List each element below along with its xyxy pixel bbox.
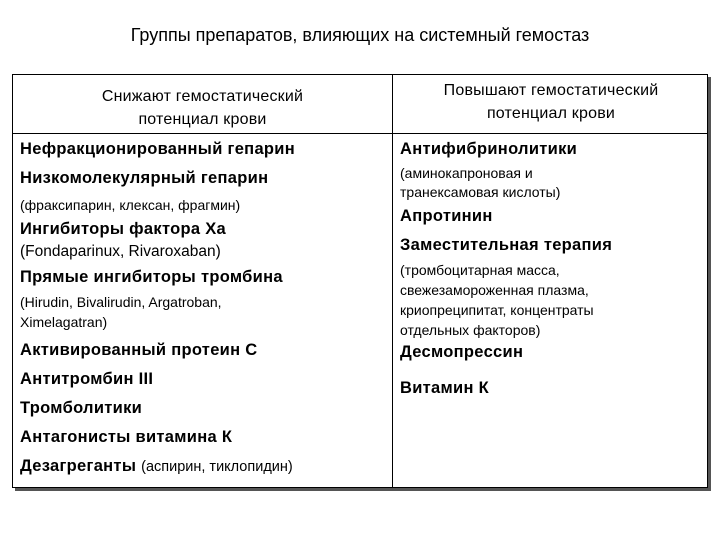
replacement-examples-line-1: (тромбоцитарная масса, bbox=[400, 262, 560, 278]
replacement-examples-line-2: свежезамороженная плазма, bbox=[400, 282, 589, 298]
left-header-line-2: потенциал крови bbox=[138, 111, 267, 128]
thrombin-inhibitors-examples-line-1: (Hirudin, Bivalirudin, Argatroban, bbox=[20, 294, 222, 310]
right-header-line-1: Повышают гемостатический bbox=[443, 82, 659, 99]
right-column-header bbox=[393, 79, 709, 125]
right-header-line-2: потенциал крови bbox=[486, 105, 616, 122]
thrombin-inhibitors-examples-line-2: Ximelagatran) bbox=[20, 314, 108, 330]
drug-groups-table bbox=[12, 74, 708, 488]
antiplatelets-row bbox=[20, 452, 388, 482]
left-column-header bbox=[13, 85, 392, 131]
decreasing-drugs-list bbox=[20, 135, 388, 482]
header-divider bbox=[13, 133, 707, 134]
thrombolytics: Тромболитики bbox=[20, 399, 143, 417]
lmw-heparin-examples: (фраксипарин, клексан, фрагмин) bbox=[20, 197, 241, 213]
antifibrinolytics-examples-line-2: транексамовая кислоты) bbox=[400, 184, 561, 200]
replacement-therapy: Заместительная терапия bbox=[400, 236, 613, 254]
antifibrinolytics: Антифибринолитики bbox=[400, 140, 578, 158]
antiplatelets-examples: (аспирин, тиклопидин) bbox=[141, 459, 293, 475]
vitamin-k-antagonists: Антагонисты витамина К bbox=[20, 428, 233, 446]
unfractionated-heparin: Нефракционированный гепарин bbox=[20, 140, 296, 158]
lmw-heparin: Низкомолекулярный гепарин bbox=[20, 169, 269, 187]
thrombin-inhibitors: Прямые ингибиторы тромбина bbox=[20, 268, 283, 286]
vitamin-k: Витамин К bbox=[400, 379, 489, 397]
aprotinin: Апротинин bbox=[400, 207, 493, 225]
replacement-examples-line-3: криопреципитат, концентраты bbox=[400, 302, 594, 318]
antithrombin-iii: Антитромбин III bbox=[20, 370, 154, 388]
xa-inhibitors: Ингибиторы фактора Ха bbox=[20, 220, 227, 238]
left-header-line-1: Снижают гемостатический bbox=[101, 88, 304, 105]
column-divider bbox=[392, 75, 393, 487]
desmopressin: Десмопрессин bbox=[400, 343, 524, 361]
antifibrinolytics-examples-line-1: (аминокапроновая и bbox=[400, 165, 533, 181]
replacement-examples-line-4: отдельных факторов) bbox=[400, 322, 541, 338]
activated-protein-c: Активированный протеин С bbox=[20, 341, 258, 359]
page-title: Группы препаратов, влияющих на системный гемостаз bbox=[130, 25, 590, 45]
xa-inhibitors-examples: (Fondaparinux, Rivaroxaban) bbox=[20, 243, 221, 260]
antiplatelets: Дезагреганты bbox=[20, 457, 137, 475]
increasing-drugs-list bbox=[400, 135, 705, 403]
